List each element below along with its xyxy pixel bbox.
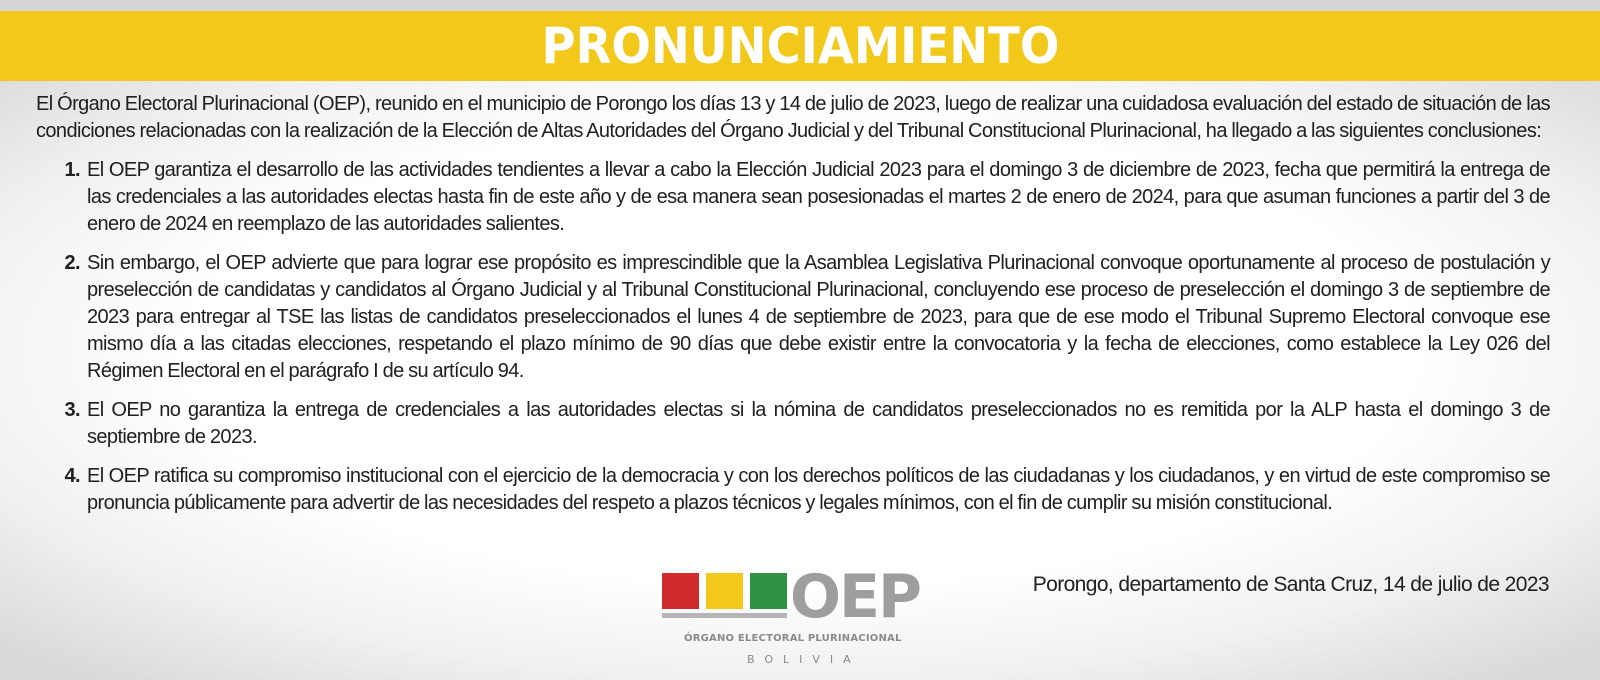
list-item-text: Sin embargo, el OEP advierte que para lograr ese propósito es imprescindible que la Asamblea Legislativa Plurinacional convoque oportunamente al proceso de postulación y preselección de candidatas y candidatos al Órgano Judicial y al Tribunal Constitucional Plurinacional, concluyendo ese proceso de preselección el domingo 3 de septiembre de 2023 para entregar al TSE las listas de candidatos preseleccionados el lunes 4 de septiembre de 2023, para que de ese modo el Tribunal Supremo Electoral convoque ese mismo día a las citadas elecciones, respetando el plazo mínimo de 90 días que debe existir entre la convocatoria y la fecha de elecciones, como establece la Ley 026 del Régimen Electoral en el parágrafo I de su artículo 94. (87, 252, 1550, 382)
logo-subtitle: ÓRGANO ELECTORAL PLURINACIONAL (684, 633, 902, 644)
top-strip (0, 0, 1600, 11)
list-item-number: 4. (64, 465, 80, 487)
conclusions-list (36, 157, 1550, 517)
list-item-number: 3. (64, 399, 80, 421)
place-date: Porongo, departamento de Santa Cruz, 14 de julio de 2023 (1032, 573, 1549, 596)
oep-logo (662, 562, 947, 673)
logo-acronym: OEP (790, 562, 920, 632)
intro-paragraph: El Órgano Electoral Plurinacional (OEP), reunido en el municipio de Porongo los días 13 y 14 de julio de 2023, luego de realizar una cuidadosa evaluación del estado de situación de las condiciones relacionadas con la realización de la Elección de Altas Autoridades del Órgano Judicial y del Tribunal Constitucional Plurinacional, ha llegado a las siguientes conclusiones: (36, 93, 1550, 142)
page-title: PRONUNCIAMIENTO (541, 17, 1059, 75)
list-item-text: El OEP no garantiza la entrega de credenciales a las autoridades electas si la nómina de candidatos preseleccionados no es remitida por la ALP hasta el domingo 3 de septiembre de 2023. (87, 399, 1550, 448)
list-item-text: El OEP garantiza el desarrollo de las actividades tendientes a llevar a cabo la Elección Judicial 2023 para el domingo 3 de diciembre de 2023, fecha que permitirá la entrega de las credenciales a las autoridades electas hasta fin de este año y de esa manera sean posesionadas el martes 2 de enero de 2024, para que asuman funciones a partir del 3 de enero de 2024 en reemplazo de las autoridades salientes. (87, 159, 1550, 235)
list-item (36, 250, 1550, 385)
list-item (36, 157, 1550, 238)
logo-green-square (750, 573, 787, 609)
list-item-number: 1. (64, 159, 80, 181)
logo-yellow-square (706, 573, 743, 609)
title-banner (0, 11, 1600, 81)
list-item-number: 2. (64, 252, 80, 274)
logo-red-square (662, 573, 699, 609)
list-item (36, 397, 1550, 451)
logo-country: BOLIVIA (747, 653, 861, 666)
statement-body (36, 91, 1550, 529)
logo-underline-bar (662, 613, 787, 618)
list-item (36, 463, 1550, 517)
list-item-text: El OEP ratifica su compromiso institucional con el ejercicio de la democracia y con los derechos políticos de las ciudadanas y los ciudadanos, y en virtud de este compromiso se pronuncia públicamente para advertir de las necesidades del respeto a plazos técnicos y legales mínimos, con el fin de cumplir su misión constitucional. (87, 465, 1550, 514)
